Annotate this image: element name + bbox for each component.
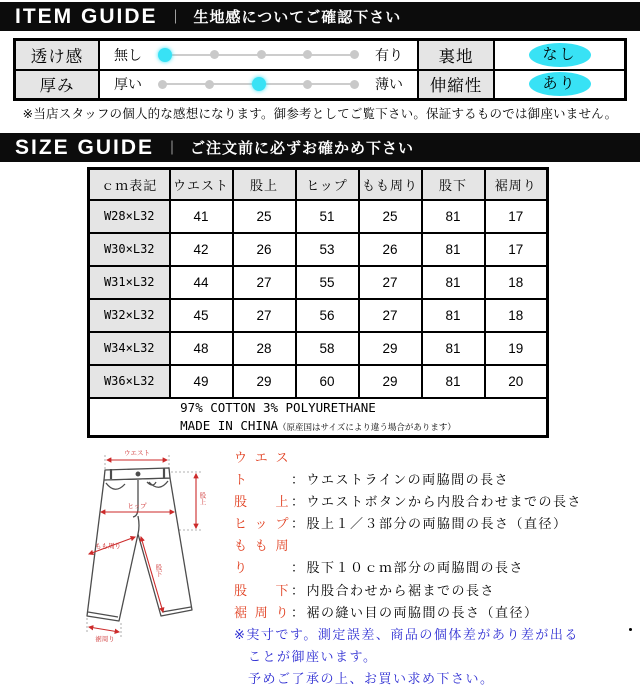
definition-term: 股下 — [234, 582, 290, 598]
col-header-thigh: もも周り — [359, 169, 422, 200]
scale-dot — [303, 50, 312, 59]
col-header-size: ｃｍ表記 — [89, 169, 170, 200]
item-guide-subtitle: 生地感についてご確認下さい — [193, 9, 402, 26]
value-cell: 81 — [422, 332, 485, 365]
value-cell: 29 — [359, 332, 422, 365]
size-row — [89, 200, 548, 233]
scale-dot — [158, 80, 167, 89]
value-cell: 81 — [422, 233, 485, 266]
actual-size-note-line: ※実寸です。測定誤差、商品の個体差があり差が出る — [234, 626, 579, 642]
definition-desc: ウエストボタンから内股合わせまでの長さ — [306, 494, 583, 510]
definition-line — [234, 602, 582, 624]
definition-term: 股上 — [234, 494, 290, 510]
col-header-waist: ウエスト — [170, 169, 233, 200]
definition-colon: ： — [291, 560, 306, 576]
item-guide-title: ITEM GUIDE — [15, 4, 158, 28]
value-cell: 19 — [485, 332, 548, 365]
value-cell: 18 — [485, 299, 548, 332]
definition-colon: ： — [291, 604, 306, 620]
value-cell: 81 — [422, 299, 485, 332]
value-cell: 27 — [233, 299, 296, 332]
scale-right-label: 薄い — [375, 76, 403, 93]
col-header-inseam: 股下 — [422, 169, 485, 200]
value-cell: 81 — [422, 266, 485, 299]
diagram-hem-label: 裾周り — [95, 636, 115, 642]
size-chart-header-row — [89, 169, 548, 200]
size-cell: W28×L32 — [89, 200, 170, 233]
thickness-scale-cell — [99, 70, 418, 100]
size-cell: W32×L32 — [89, 299, 170, 332]
measurement-definitions — [234, 447, 582, 690]
value-cell: 56 — [296, 299, 359, 332]
item-guide-header — [0, 2, 640, 31]
origin-note: （原産国はサイズにより違う場合があります） — [278, 421, 456, 432]
material-row — [89, 398, 548, 437]
definition-colon: ： — [291, 472, 306, 488]
diagram-hip-label: ヒップ — [127, 503, 147, 510]
value-cell: 17 — [485, 233, 548, 266]
value-cell: 53 — [296, 233, 359, 266]
value-cell: 81 — [422, 200, 485, 233]
value-cell: 29 — [359, 365, 422, 398]
definition-line — [234, 447, 582, 491]
value-cell: 45 — [170, 299, 233, 332]
value-cell: 51 — [296, 200, 359, 233]
col-header-hem: 裾周り — [485, 169, 548, 200]
size-row — [89, 365, 548, 398]
value-cell: 17 — [485, 200, 548, 233]
value-cell: 27 — [359, 299, 422, 332]
size-row — [89, 266, 548, 299]
value-cell: 41 — [170, 200, 233, 233]
material-info — [180, 399, 456, 435]
header-separator: ｜ — [165, 139, 180, 156]
value-cell: 18 — [485, 266, 548, 299]
scale-left-label: 無し — [114, 46, 142, 63]
definition-desc: 股下１０ｃｍ部分の両脇間の長さ — [306, 560, 525, 576]
scale-dot — [350, 50, 359, 59]
value-cell: 29 — [233, 365, 296, 398]
definition-line — [234, 513, 582, 535]
value-cell: 28 — [233, 332, 296, 365]
period-dot — [629, 628, 632, 631]
actual-size-note-line: 予めご了承の上、お買い求め下さい。 — [248, 670, 495, 686]
definition-desc: 内股合わせから裾までの長さ — [306, 582, 496, 598]
value-cell: 25 — [233, 200, 296, 233]
scale-dot-active — [252, 77, 266, 91]
definition-colon: ： — [291, 582, 306, 598]
size-cell: W30×L32 — [89, 233, 170, 266]
lining-label: 裏地 — [418, 40, 494, 70]
definition-term: もも周り — [234, 538, 290, 576]
scale-dot — [350, 80, 359, 89]
value-cell: 26 — [233, 233, 296, 266]
value-cell: 20 — [485, 365, 548, 398]
sheerness-label: 透け感 — [15, 40, 99, 70]
value-cell: 81 — [422, 365, 485, 398]
size-guide-title: SIZE GUIDE — [15, 135, 155, 159]
value-cell: 27 — [359, 266, 422, 299]
diagram-waist-label: ウエスト — [124, 450, 150, 457]
definition-desc: 裾の縫い目の両脇間の長さ（直径） — [306, 604, 539, 620]
sheerness-scale — [158, 47, 359, 63]
definition-term: ヒップ — [234, 516, 290, 532]
size-row — [89, 233, 548, 266]
size-guide-subtitle: ご注文前に必ずお確かめ下さい — [190, 140, 415, 157]
scale-dot-active — [158, 48, 172, 62]
definition-line — [234, 535, 582, 579]
fabric-feel-table — [13, 38, 627, 101]
scale-dot — [210, 50, 219, 59]
col-header-rise: 股上 — [233, 169, 296, 200]
definition-colon: ： — [291, 494, 306, 510]
value-cell: 49 — [170, 365, 233, 398]
definition-desc: 股上１／３部分の両脇間の長さ（直径） — [306, 516, 568, 532]
value-cell: 26 — [359, 233, 422, 266]
definition-term: ウエスト — [234, 450, 290, 488]
diagram-rise-label: 股上 — [198, 492, 206, 505]
value-cell: 60 — [296, 365, 359, 398]
pants-measurement-diagram — [25, 446, 220, 642]
size-cell: W34×L32 — [89, 332, 170, 365]
staff-disclaimer: ※当店スタッフの個人的な感想になります。御参考としてご覧下さい。保証するものでは御座いません。 — [22, 107, 618, 121]
diagram-inseam-label: 股下 — [154, 564, 162, 577]
value-cell: 48 — [170, 332, 233, 365]
header-separator: ｜ — [168, 8, 183, 25]
definition-colon: ： — [291, 516, 306, 532]
stretch-value-cell — [494, 70, 625, 100]
value-cell: 25 — [359, 200, 422, 233]
size-guide-header — [0, 133, 640, 162]
value-cell: 27 — [233, 266, 296, 299]
value-cell: 58 — [296, 332, 359, 365]
definition-line — [234, 580, 582, 602]
size-cell: W36×L32 — [89, 365, 170, 398]
scale-left-label: 厚い — [114, 76, 142, 93]
stretch-label: 伸縮性 — [418, 70, 494, 100]
scale-dot — [205, 80, 214, 89]
definition-desc: ウエストラインの両脇間の長さ — [306, 472, 510, 488]
value-cell: 42 — [170, 233, 233, 266]
stretch-value-badge: あり — [529, 72, 591, 96]
country-of-origin: MADE IN CHINA — [180, 417, 278, 433]
definition-term: 裾周り — [234, 604, 290, 620]
lining-value-badge: なし — [529, 43, 591, 67]
scale-dot — [303, 80, 312, 89]
lining-value-cell — [494, 40, 625, 70]
diagram-thigh-label: もも周り — [95, 543, 121, 550]
size-cell: W31×L32 — [89, 266, 170, 299]
col-header-hip: ヒップ — [296, 169, 359, 200]
size-row — [89, 299, 548, 332]
material-composition: 97% COTTON 3% POLYURETHANE — [180, 399, 376, 415]
measurement-section — [0, 444, 640, 686]
thickness-label: 厚み — [15, 70, 99, 100]
actual-size-note-line: ことが御座います。 — [248, 648, 378, 664]
sheerness-scale-cell — [99, 40, 418, 70]
scale-dot — [257, 50, 266, 59]
size-row — [89, 332, 548, 365]
value-cell: 44 — [170, 266, 233, 299]
definition-line — [234, 491, 582, 513]
material-cell — [89, 398, 548, 437]
thickness-scale — [158, 76, 359, 92]
scale-right-label: 有り — [375, 46, 403, 63]
size-chart-table — [87, 167, 549, 438]
value-cell: 55 — [296, 266, 359, 299]
